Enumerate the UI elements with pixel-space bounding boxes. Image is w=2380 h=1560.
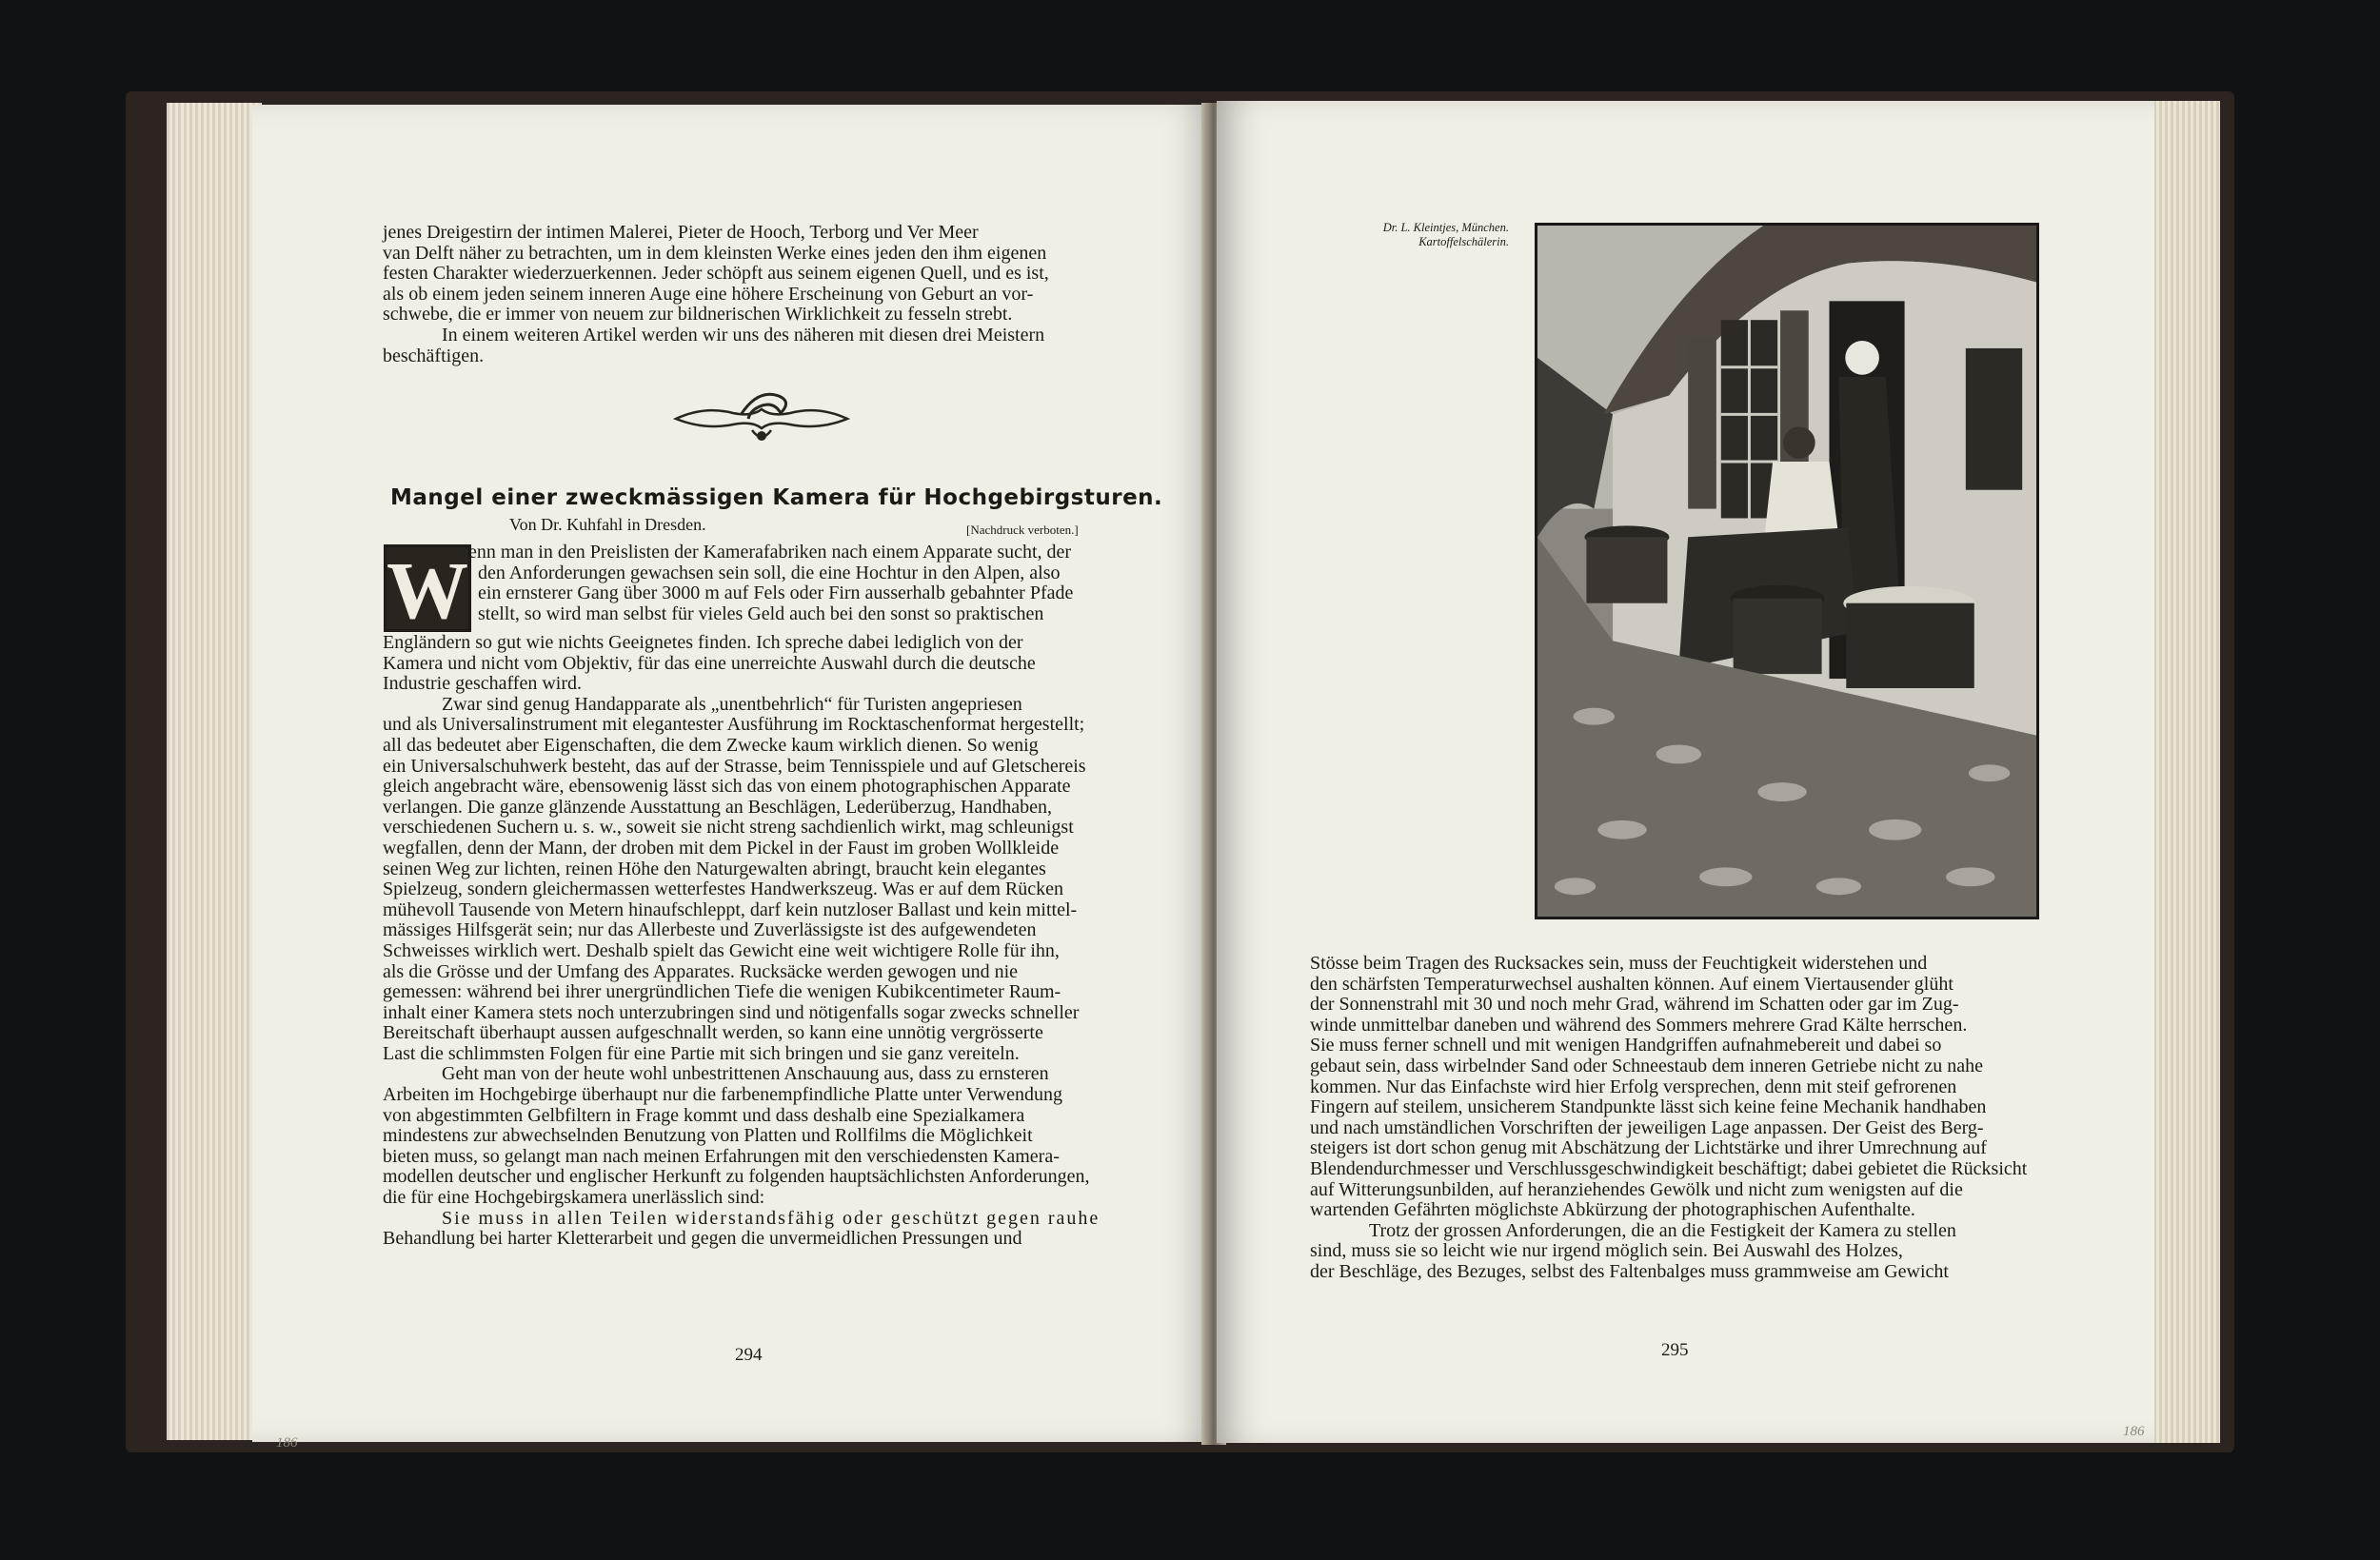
text-line: Kamera und nicht vom Objektiv, für das eine unerreichte Auswahl durch die deutsche <box>383 652 1036 674</box>
text-line: Stösse beim Tragen des Rucksackes sein, muss der Feuchtigkeit widerstehen und <box>1310 953 1928 974</box>
text-line: Blendendurchmesser und Verschlussgeschwindigkeit beschäftigt; dabei gebietet die Rücksicht <box>1310 1157 2028 1179</box>
text-line: mässiges Hilfsgerät sein; nur das Allerbeste und Zuverlässigste ist des aufgewendeten <box>383 919 1037 941</box>
text-line: enn man in den Preislisten der Kamerafabriken nach einem Apparate sucht, der <box>468 542 1072 563</box>
text-line: bieten muss, so gelangt man nach meinen Erfahrungen mit den verschiedensten Kamera- <box>383 1145 1060 1167</box>
text-line: van Delft näher zu betrachten, um in dem kleinsten Werke eines jeden den ihm eigenen <box>383 242 1047 264</box>
reprint-notice: [Nachdruck verboten.] <box>966 523 1079 537</box>
text-line: Trotz der grossen Anforderungen, die an die Festigkeit der Kamera zu stellen <box>1369 1219 1956 1241</box>
text-line: Industrie geschaffen wird. <box>383 673 583 695</box>
intro-paragraph <box>468 543 1116 624</box>
text-line: auf Witterungsunbilden, auf heranziehendes Gewölk und nicht zum wenigsten auf die <box>1310 1178 1963 1200</box>
right-page-edges <box>2153 101 2220 1443</box>
pencil-mark-right: 186 <box>2123 1424 2145 1439</box>
text-line: stellt, so wird man selbst für vieles Geld auch bei den sonst so praktischen <box>478 602 1044 624</box>
text-line: als ob einem jeden seinem inneren Auge eine höhere Erscheinung von Geburt an vor- <box>383 283 1034 305</box>
drop-cap: W <box>384 544 471 632</box>
text-line: Bereitschaft überhaupt aussen aufgeschnallt werden, so kann eine unnötig vergrösserte <box>383 1022 1043 1044</box>
text-line: gebaut sein, dass wirbelnder Sand oder Schneestaub dem inneren Getriebe nicht zu nahe <box>1310 1055 1983 1076</box>
text-line: Schweisses wirklich wert. Deshalb spielt das Gewicht eine weit wichtigere Rolle für ihn, <box>383 939 1060 961</box>
text-line: den schärfsten Temperaturwechsel aushalten können. Auf einem Viertausender glüht <box>1310 973 1954 995</box>
text-line: Sie muss ferner schnell und mit wenigen Handgriffen aufnahmebereit und dabei so <box>1310 1035 1942 1056</box>
text-line: festen Charakter wiederzuerkennen. Jeder schöpft aus seinem eigenen Quell, und es ist, <box>383 263 1049 285</box>
photograph-potato-peeler <box>1535 223 2039 919</box>
text-line: ein Universalschuhwerk besteht, das auf der Strasse, beim Tennisspiele und auf Gletschereis <box>383 755 1086 777</box>
article-title: Mangel einer zweckmässigen Kamera für Hochgebirgsturen. <box>390 485 1163 510</box>
left-body-text <box>383 633 1116 1250</box>
text-line: und nach umständlichen Vorschriften der jeweiligen Lage anpassen. Der Geist des Berg- <box>1310 1116 1984 1138</box>
right-body-text <box>1310 954 2043 1283</box>
text-line: seinen Weg zur lichten, reinen Höhe den Naturgewalten abringt, braucht kein elegantes <box>383 858 1046 879</box>
text-line: mindestens zur abwechselnden Benutzung von Platten und Rollfilms die Möglichkeit <box>383 1125 1033 1147</box>
text-line: Zwar sind genug Handapparate als „unentbehrlich“ für Turisten angepriesen <box>442 693 1022 715</box>
art-nouveau-ornament <box>666 388 857 445</box>
text-line: und als Universalinstrument mit elegantester Ausführung im Rocktaschenformat hergestellt; <box>383 714 1085 736</box>
text-line: Engländern so gut wie nichts Geeignetes finden. Ich spreche dabei lediglich von der <box>383 632 1023 653</box>
text-line: der Beschläge, des Bezuges, selbst des Faltenbalges muss grammweise am Gewicht <box>1310 1260 1949 1282</box>
text-line: gemessen: während bei ihrer unergründlichen Tiefe die wenigen Kubikcentimeter Raum- <box>383 981 1061 1003</box>
text-line: schwebe, die er immer von neuem zur bildnerischen Wirklichkeit zu fesseln strebt. <box>383 304 1013 326</box>
text-line: Behandlung bei harter Kletterarbeit und gegen die unvermeidlichen Pressungen und <box>383 1228 1022 1250</box>
text-line: Fingern auf steilem, unsicherem Standpunkte lässt sich keine feine Mechanik handhaben <box>1310 1096 1987 1118</box>
left-page-edges <box>167 103 262 1440</box>
text-line: verlangen. Die ganze glänzende Ausstattung an Beschlägen, Lederüberzug, Handhaben, <box>383 796 1053 818</box>
text-line: verschiedenen Suchern u. s. w., soweit sie nicht streng sachdienlich wirkt, mag schleunigst <box>383 817 1074 839</box>
article-author: Von Dr. Kuhfahl in Dresden. <box>509 515 706 534</box>
text-line: gleich angebracht wäre, ebensowenig lässt sich das von einem photographischen Apparate <box>383 776 1071 798</box>
text-line: Spielzeug, sondern gleichermassen wetterfestes Handwerkszeug. Was er auf dem Rücken <box>383 879 1063 900</box>
page-number-left: 294 <box>735 1345 763 1365</box>
text-line: Sie muss in allen Teilen widerstandsfähig oder geschützt gegen rauhe <box>442 1207 1101 1229</box>
left-top-paragraph <box>383 223 1114 366</box>
text-line: Geht man von der heute wohl unbestrittenen Anschauung aus, dass zu ernsteren <box>442 1063 1049 1085</box>
text-line: kommen. Nur das Einfachste wird hier Erfolg versprechen, denn mit steif gefrorenen <box>1310 1076 1957 1097</box>
caption-line: Dr. L. Kleintjes, München. <box>1382 221 1509 234</box>
text-line: jenes Dreigestirn der intimen Malerei, Pieter de Hooch, Terborg und Ver Meer <box>383 222 979 243</box>
page-number-right: 295 <box>1661 1340 1689 1360</box>
text-line: wegfallen, denn der Mann, der droben mit dem Pickel in der Faust im groben Wollkleide <box>383 837 1060 859</box>
pencil-mark-left: 186 <box>276 1435 298 1451</box>
text-line: wartenden Gefährten möglichste Abkürzung der photographischen Aufenthalte. <box>1310 1199 1915 1221</box>
text-line: all das bedeutet aber Eigenschaften, die dem Zwecke kaum wirklich dienen. So wenig <box>383 734 1039 756</box>
text-line: sind, muss sie so leicht wie nur irgend möglich sein. Bei Auswahl des Holzes, <box>1310 1240 1903 1262</box>
caption-line: Kartoffelschälerin. <box>1418 235 1509 248</box>
text-line: von abgestimmten Gelbfiltern in Frage kommt und dass deshalb eine Spezialkamera <box>383 1104 1025 1126</box>
text-line: als die Grösse und der Umfang des Apparates. Rucksäcke werden gewogen und nie <box>383 960 1019 982</box>
text-line: mühevoll Tausende von Metern hinaufschleppt, darf kein nutzloser Ballast und kein mittel- <box>383 898 1078 920</box>
text-line: steigers ist dort schon genug mit Abschätzung der Lichtstärke und ihrer Umrechnung auf <box>1310 1137 1987 1159</box>
text-line: den Anforderungen gewachsen sein soll, die eine Hochtur in den Alpen, also <box>478 562 1061 583</box>
text-line: der Sonnenstrahl mit 30 und noch mehr Grad, während im Schatten oder gar im Zug- <box>1310 994 1959 1016</box>
text-line: In einem weiteren Artikel werden wir uns des näheren mit diesen drei Meistern <box>442 324 1045 346</box>
text-line: ein ernsterer Gang über 3000 m auf Fels oder Firn ausserhalb gebahnter Pfade <box>478 583 1074 604</box>
text-line: Arbeiten im Hochgebirge überhaupt nur die farbenempfindliche Platte unter Verwendung <box>383 1084 1063 1106</box>
text-line: winde unmittelbar daneben und während des Sommers mehrere Grad Kälte herrschen. <box>1310 1014 1968 1036</box>
text-line: beschäftigen. <box>383 345 485 366</box>
text-line: die für eine Hochgebirgskamera unerlässlich sind: <box>383 1187 765 1209</box>
text-line: modellen deutscher und englischer Herkunft zu folgenden hauptsächlichsten Anforderungen, <box>383 1166 1090 1188</box>
photo-caption <box>1342 221 1509 249</box>
text-line: inhalt einer Kamera stets noch unterzubringen sind und nötigenfalls sogar zwecks schneller <box>383 1001 1080 1023</box>
text-line: Last die schlimmsten Folgen für eine Partie mit sich bringen und sie ganz vereiteln. <box>383 1042 1020 1064</box>
